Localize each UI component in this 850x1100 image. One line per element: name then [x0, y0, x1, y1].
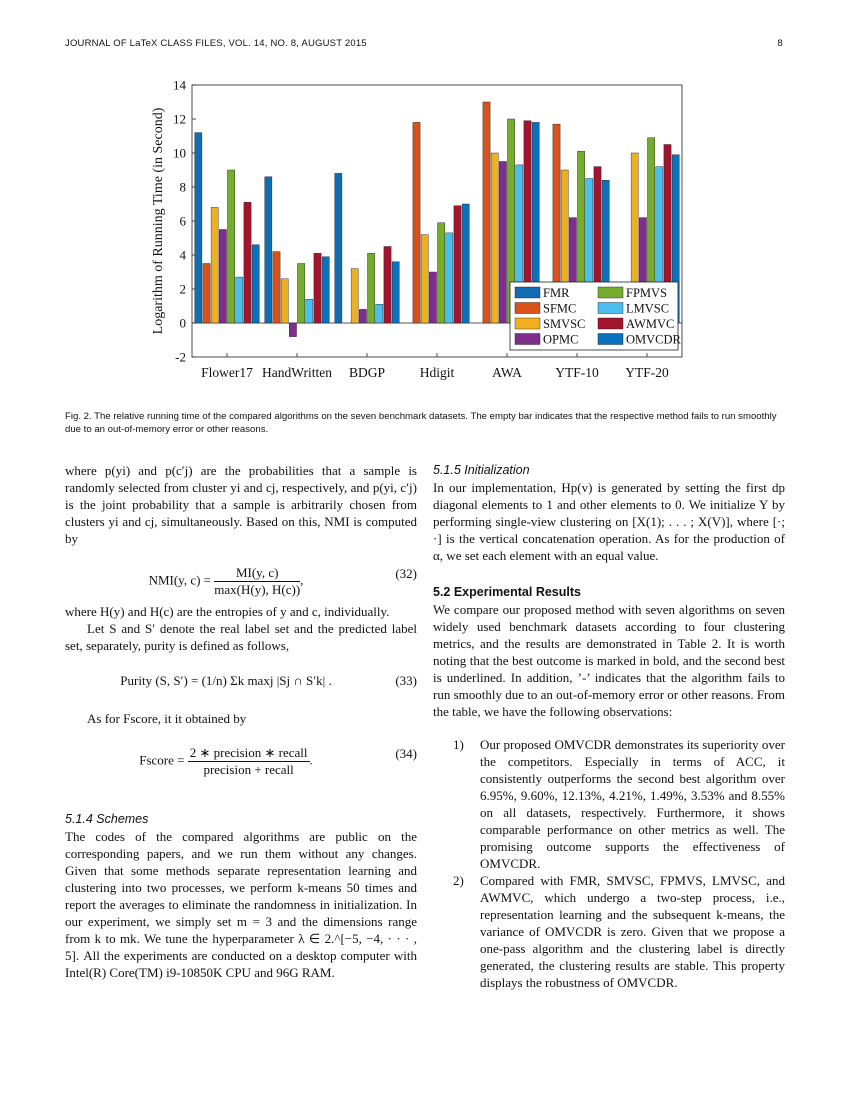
observation-list [433, 736, 785, 991]
eq34-number: (34) [395, 746, 417, 761]
eq32-number: (32) [395, 566, 417, 581]
legend-swatch-awmvc [598, 318, 623, 329]
right-column [433, 462, 785, 991]
bar-opmc [429, 272, 436, 323]
legend-label-smvsc: SMVSC [543, 317, 586, 331]
paragraph-fscore-intro: As for Fscore, it it obtained by [87, 711, 247, 726]
subsection-5-1-5-heading: 5.1.5 Initialization [433, 463, 530, 477]
eq34-fraction [188, 745, 310, 778]
bar-opmc [219, 230, 226, 324]
eq32-fraction [214, 565, 300, 598]
y-tick-label: 4 [179, 247, 186, 263]
bar-lmvsc [376, 304, 383, 323]
y-tick-label: 14 [173, 77, 186, 93]
legend-label-lmvsc: LMVSC [626, 301, 670, 316]
legend-swatch-omvcdr [598, 334, 623, 345]
bar-fmr [265, 177, 272, 323]
observation-item-2 [433, 872, 785, 991]
journal-title: JOURNAL OF LaTeX CLASS FILES, VOL. 14, NO. 8, AUGUST 2015 [65, 38, 367, 49]
bar-fpmvs [368, 253, 375, 323]
eq32-lhs: NMI(y, c) = [148, 572, 212, 588]
page-number: 8 [777, 38, 783, 49]
legend-label-sfmc: SFMC [543, 301, 577, 316]
equation-32 [65, 555, 417, 595]
bar-omvcdr [392, 262, 399, 323]
bar-sfmc [483, 102, 490, 323]
legend-label-opmc: OPMC [543, 332, 579, 347]
bar-omvcdr [462, 204, 469, 323]
y-tick-label: 12 [173, 111, 186, 127]
legend-swatch-smvsc [515, 318, 540, 329]
paragraph-purity-intro: Let S and S′ denote the real label set and the predicted label set, separately, purity is defined as follows, [65, 621, 417, 653]
running-header [65, 38, 785, 52]
x-tick-label: Hdigit [419, 365, 455, 380]
eq34-numerator: 2 ∗ precision ∗ recall [189, 745, 308, 760]
running-time-bar-chart [140, 70, 700, 390]
observation-marker-2: 2) [453, 873, 464, 888]
bar-fpmvs [228, 170, 235, 323]
observation-marker-1: 1) [453, 737, 464, 752]
bar-opmc [289, 323, 296, 337]
bar-sfmc [203, 264, 210, 324]
paragraph-probabilities: where p(yi) and p(c′j) are the probabilities that a sample is randomly selected from cluster yi and cj, respectively, and p(yi, c′j) is the joint probability that a sample is arbitrarily chosen from clusters yi and cj, simultaneously. Based on this, NMI is computed by [65, 463, 417, 546]
x-tick-label: HandWritten [262, 365, 332, 380]
bar-fmr [335, 173, 342, 323]
bar-awmvc [454, 206, 461, 323]
eq32-numerator: MI(y, c) [214, 565, 300, 582]
x-tick-label: AWA [492, 365, 522, 380]
eq32-tail: , [300, 572, 304, 588]
legend-label-fmr: FMR [543, 286, 570, 300]
legend-label-fpmvs: FPMVS [626, 286, 667, 300]
legend-swatch-opmc [515, 334, 540, 345]
paragraph-experimental-results: We compare our proposed method with seven algorithms on seven widely used benchmark datasets according to four clustering metrics, and the results are demonstrated in Table 2. It is worth noting that the best outcome is marked in bold, and the second best is underlined. In addition, ’-’ indicates that the algorithm fails to run smoothly due to an out-of-memory error or other reasons. From the table, we have the following observations: [433, 602, 786, 719]
bar-omvcdr [322, 257, 329, 323]
bar-awmvc [384, 247, 391, 324]
bar-smvsc [281, 279, 288, 323]
section-5-2-heading: 5.2 Experimental Results [433, 585, 581, 599]
bar-fpmvs [438, 223, 445, 323]
x-tick-label: YTF-20 [625, 365, 669, 380]
y-axis-label: Logarithm of Running Time (in Second) [151, 107, 166, 335]
equation-34 [65, 735, 417, 775]
observation-text-1: Our proposed OMVCDR demonstrates its superiority over the competitors. Especially in terms of ACC, it consistently outperforms the second best algorithm over 6.95%, 9.60%, 12.13%, 4.21%, 1.49%, 3.53% and 8.55% on all datasets, respectively. Furthermore, it shows comparable performance on other metrics as well. The promising outcome supports the effectiveness of OMVCDR. [480, 737, 785, 871]
bar-smvsc [491, 153, 498, 323]
eq33-number: (33) [395, 673, 417, 688]
paragraph-entropies: where H(y) and H(c) are the entropies of y and c, individually. [65, 604, 390, 619]
left-column [65, 462, 417, 981]
y-tick-label: -2 [175, 349, 186, 365]
subsection-5-1-4-heading: 5.1.4 Schemes [65, 812, 149, 826]
equation-33 [65, 662, 417, 702]
bar-sfmc [413, 122, 420, 323]
observation-text-2: Compared with FMR, SMVSC, FPMVS, LMVSC, and AWMVC, which undergo a two-step process, i.e., representation learning and the subsequent k-means, the variance of OMVCDR is zero. Given that we propose a one-pass algorithm and the clustering label is directly generated, the clustering results are stable. This property displays the robustness of OMVCDR. [480, 873, 785, 990]
bar-sfmc [273, 252, 280, 323]
observation-item-1 [433, 736, 785, 872]
eq34-tail: . [309, 752, 313, 768]
eq33-body: Purity (S, S′) = (1/n) Σk maxj |Sj ∩ S′k| . [120, 673, 332, 688]
y-tick-label: 8 [179, 179, 186, 195]
bar-opmc [359, 309, 366, 323]
legend-label-awmvc: AWMVC [626, 317, 675, 331]
eq34-denominator: precision + recall [203, 762, 294, 777]
y-tick-label: 6 [179, 213, 186, 229]
paragraph-schemes: The codes of the compared algorithms are public on the corresponding papers, and we run them without any changes. Given that some methods separate representation learning and clustering into two processes, we perform k-means 50 times and report the averages to eliminate the randomness in initialization. In our experiment, we simply set m = 3 and the dimensions range from k to mk. We tune the hyperparameter λ ∈ 2.^[−5, −4, · · · , 5]. All the experiments are conducted on a desktop computer with Intel(R) Core(TM) i9-10850K CPU and 96G RAM. [65, 829, 417, 980]
x-tick-label: Flower17 [201, 365, 253, 380]
y-tick-label: 2 [179, 281, 186, 297]
bar-awmvc [314, 253, 321, 323]
eq32-denominator: max(H(y), H(c)) [214, 582, 301, 597]
legend-swatch-lmvsc [598, 303, 623, 314]
bar-lmvsc [306, 299, 313, 323]
bar-smvsc [351, 269, 358, 323]
paragraph-initialization: In our implementation, Hp(v) is generated by setting the first dp diagonal elements to 1 and other elements to 0. We initialize Y by performing single-view clustering on [X(1); . . . ; X(V)], where [·; ·] is the vertical concatenation operation. As for the production of α, we set each element with an equal value. [433, 480, 785, 563]
legend-swatch-fpmvs [598, 287, 623, 298]
legend-label-omvcdr: OMVCDR [626, 332, 681, 347]
bar-fmr [195, 133, 202, 323]
bar-smvsc [421, 235, 428, 323]
bar-awmvc [244, 202, 251, 323]
bar-smvsc [211, 207, 218, 323]
figure-caption: Fig. 2. The relative running time of the compared algorithms on the seven benchmark datasets. The empty bar indicates that the respective method fails to run smoothly due to an out-of-memory error or other reasons. [65, 411, 777, 435]
bar-fpmvs [298, 264, 305, 324]
legend-swatch-fmr [515, 287, 540, 298]
bar-lmvsc [236, 277, 243, 323]
bar-omvcdr [252, 245, 259, 323]
y-tick-label: 0 [179, 315, 186, 331]
x-tick-label: YTF-10 [555, 365, 599, 380]
eq34-lhs: Fscore = [139, 752, 185, 768]
legend-swatch-sfmc [515, 303, 540, 314]
bar-lmvsc [446, 233, 453, 323]
x-tick-label: BDGP [348, 365, 386, 380]
y-tick-label: 10 [173, 145, 186, 161]
bar-opmc [499, 162, 506, 324]
